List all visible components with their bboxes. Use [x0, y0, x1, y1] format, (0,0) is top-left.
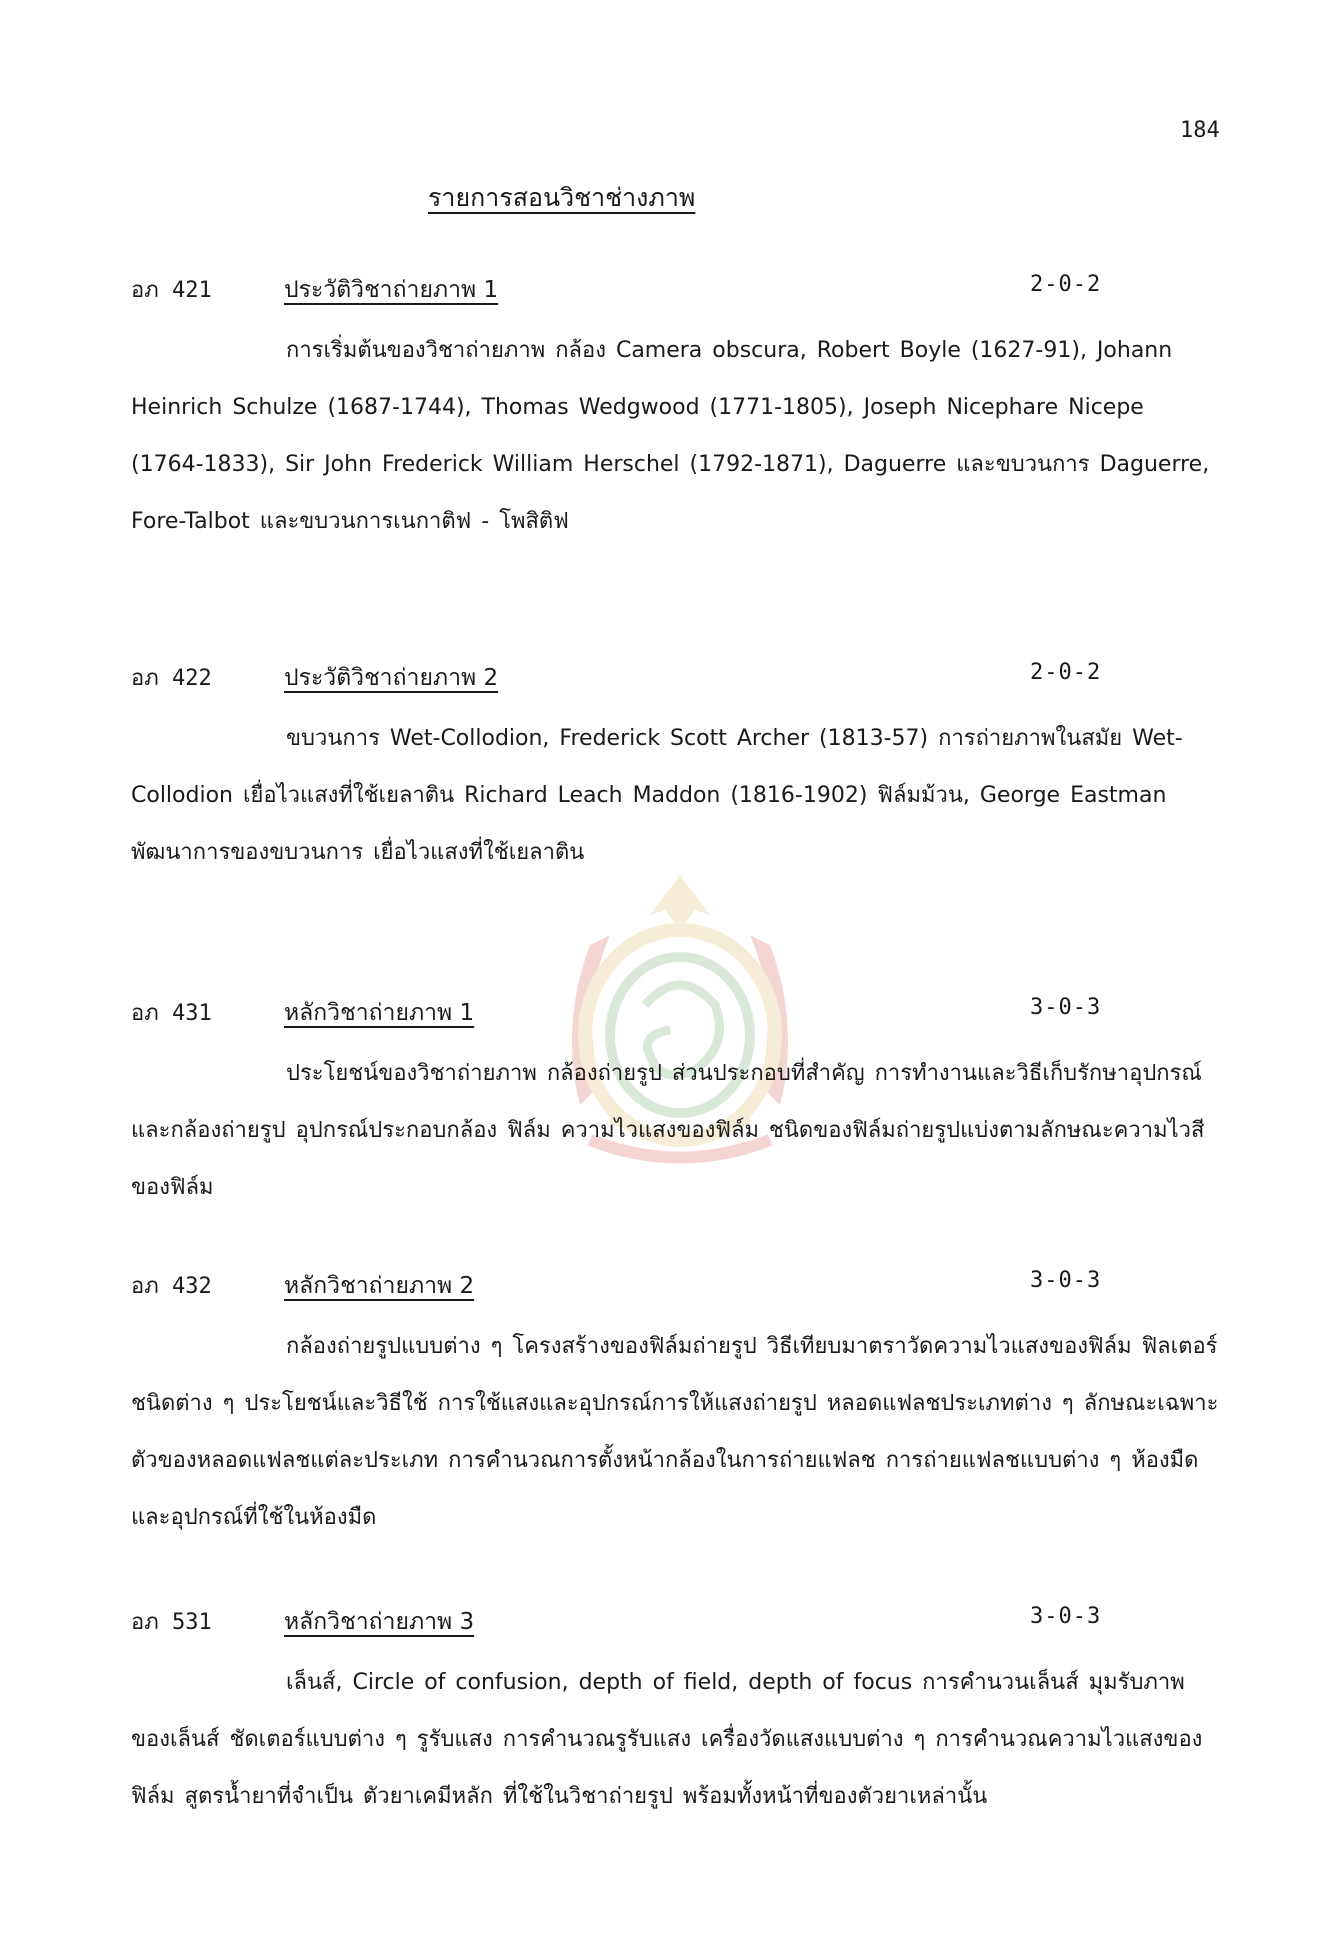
page-number: 184	[1180, 118, 1220, 143]
course-name: ประวัติวิชาถ่ายภาพ 1	[284, 277, 499, 303]
course-name: ประวัติวิชาถ่ายภาพ 2	[284, 665, 499, 691]
course-block	[0, 272, 1339, 534]
course-credits: 2-0-2	[1030, 272, 1102, 297]
course-code: อภ 531	[131, 1610, 212, 1635]
course-credits: 3-0-3	[1030, 1268, 1102, 1293]
course-description: ประโยชน์ของวิชาถ่ายภาพ กล้องถ่ายรูป ส่วนประกอบที่สำคัญ การทำงานและวิธีเก็บรักษาอุปกรณ์และกล้องถ่ายรูป อุปกรณ์ประกอบกล้อง ฟิล์ม ความไวแสงของฟิล์ม ชนิดของฟิล์มถ่ายรูปแบ่งตามลักษณะความไวสีของฟิล์ม	[131, 1061, 1205, 1200]
course-block	[0, 660, 1339, 865]
course-description: การเริ่มต้นของวิชาถ่ายภาพ กล้อง Camera obscura, Robert Boyle (1627-91), Johann Heinrich Schulze (1687-1744), Thomas Wedgwood (1771-1805), Joseph Nicephare Nicepe (1764-1833), Sir John Frederick William Herschel (1792-1871), Daguerre และขบวนการ Daguerre, Fore-Talbot และขบวนการเนกาติฟ - โพสิติฟ	[131, 338, 1210, 534]
course-credits: 2-0-2	[1030, 660, 1102, 685]
course-credits: 3-0-3	[1030, 1604, 1102, 1629]
course-description: กล้องถ่ายรูปแบบต่าง ๆ โครงสร้างของฟิล์มถ่ายรูป วิธีเทียบมาตราวัดความไวแสงของฟิล์ม ฟิลเตอร์ชนิดต่าง ๆ ประโยชน์และวิธีใช้ การใช้แสงและอุปกรณ์การให้แสงถ่ายรูป หลอดแฟลชประเภทต่าง ๆ ลักษณะเฉพาะตัวของหลอดแฟลชแต่ละประเภท การคำนวณการตั้งหน้ากล้องในการถ่ายแฟลช การถ่ายแฟลชแบบต่าง ๆ ห้องมืดและอุปกรณ์ที่ใช้ในห้องมืด	[131, 1334, 1219, 1530]
course-block	[0, 1268, 1339, 1530]
document-title: รายการสอนวิชาช่างภาพ	[428, 183, 696, 212]
course-code: อภ 422	[131, 666, 212, 691]
course-code: อภ 432	[131, 1274, 212, 1299]
course-name: หลักวิชาถ่ายภาพ 3	[284, 1609, 475, 1635]
course-name: หลักวิชาถ่ายภาพ 2	[284, 1273, 475, 1299]
course-credits: 3-0-3	[1030, 995, 1102, 1020]
course-block	[0, 995, 1339, 1200]
course-name: หลักวิชาถ่ายภาพ 1	[284, 1000, 475, 1026]
course-description: ขบวนการ Wet-Collodion, Frederick Scott Archer (1813-57) การถ่ายภาพในสมัย Wet-Collodion เยื่อไวแสงที่ใช้เยลาติน Richard Leach Maddon (1816-1902) ฟิล์มม้วน, George Eastman พัฒนาการของขบวนการ เยื่อไวแสงที่ใช้เยลาติน	[131, 726, 1183, 865]
course-description: เล็นส์, Circle of confusion, depth of field, depth of focus การคำนวนเล็นส์ มุมรับภาพของเล็นส์ ชัดเตอร์แบบต่าง ๆ รูรับแสง การคำนวณรูรับแสง เครื่องวัดแสงแบบต่าง ๆ การคำนวณความไวแสงของฟิล์ม สูตรน้ำยาที่จำเป็น ตัวยาเคมีหลัก ที่ใช้ในวิชาถ่ายรูป พร้อมทั้งหน้าที่ของตัวยาเหล่านั้น	[131, 1670, 1203, 1809]
course-code: อภ 431	[131, 1001, 212, 1026]
course-block	[0, 1604, 1339, 1809]
course-code: อภ 421	[131, 278, 212, 303]
